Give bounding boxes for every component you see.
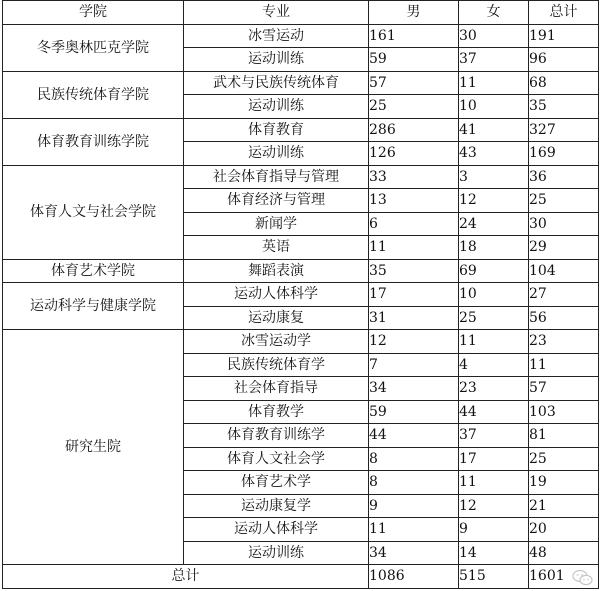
major-cell: 运动康复学 bbox=[184, 494, 369, 518]
enrollment-table bbox=[2, 0, 599, 589]
major-cell: 运动康复 bbox=[184, 306, 369, 330]
female-cell: 11 bbox=[459, 471, 529, 495]
header-college: 学院 bbox=[3, 1, 184, 25]
male-cell: 8 bbox=[369, 447, 459, 471]
male-cell: 59 bbox=[369, 400, 459, 424]
female-cell: 43 bbox=[459, 142, 529, 166]
total-cell: 25 bbox=[529, 447, 599, 471]
table-row bbox=[3, 24, 599, 48]
major-cell: 英语 bbox=[184, 236, 369, 260]
major-cell: 体育教育 bbox=[184, 118, 369, 142]
wechat-icon bbox=[572, 569, 594, 587]
female-cell: 12 bbox=[459, 494, 529, 518]
major-cell: 民族传统体育学 bbox=[184, 353, 369, 377]
female-cell: 44 bbox=[459, 400, 529, 424]
college-cell: 运动科学与健康学院 bbox=[3, 283, 184, 330]
male-cell: 25 bbox=[369, 95, 459, 119]
total-cell: 20 bbox=[529, 518, 599, 542]
major-cell: 运动人体科学 bbox=[184, 518, 369, 542]
college-cell: 研究生院 bbox=[3, 330, 184, 565]
female-cell: 3 bbox=[459, 165, 529, 189]
total-cell: 23 bbox=[529, 330, 599, 354]
header-total: 总计 bbox=[529, 1, 599, 25]
table-body bbox=[3, 24, 599, 565]
total-cell: 35 bbox=[529, 95, 599, 119]
college-cell: 体育教育训练学院 bbox=[3, 118, 184, 165]
total-cell: 29 bbox=[529, 236, 599, 260]
table-row bbox=[3, 283, 599, 307]
total-cell: 68 bbox=[529, 71, 599, 95]
college-cell: 冬季奥林匹克学院 bbox=[3, 24, 184, 71]
male-cell: 8 bbox=[369, 471, 459, 495]
header-female: 女 bbox=[459, 1, 529, 25]
total-cell: 25 bbox=[529, 189, 599, 213]
major-cell: 舞蹈表演 bbox=[184, 259, 369, 283]
male-cell: 17 bbox=[369, 283, 459, 307]
male-cell: 7 bbox=[369, 353, 459, 377]
male-cell: 9 bbox=[369, 494, 459, 518]
header-male: 男 bbox=[369, 1, 459, 25]
major-cell: 运动训练 bbox=[184, 48, 369, 72]
major-cell: 体育教育训练学 bbox=[184, 424, 369, 448]
male-cell: 31 bbox=[369, 306, 459, 330]
female-cell: 10 bbox=[459, 283, 529, 307]
total-cell: 48 bbox=[529, 541, 599, 565]
male-cell: 11 bbox=[369, 518, 459, 542]
total-cell: 96 bbox=[529, 48, 599, 72]
major-cell: 运动训练 bbox=[184, 142, 369, 166]
female-cell: 18 bbox=[459, 236, 529, 260]
male-cell: 59 bbox=[369, 48, 459, 72]
total-row bbox=[3, 565, 599, 589]
female-cell: 37 bbox=[459, 48, 529, 72]
total-cell: 104 bbox=[529, 259, 599, 283]
major-cell: 冰雪运动 bbox=[184, 24, 369, 48]
female-cell: 9 bbox=[459, 518, 529, 542]
total-cell: 27 bbox=[529, 283, 599, 307]
college-cell: 体育人文与社会学院 bbox=[3, 165, 184, 259]
major-cell: 新闻学 bbox=[184, 212, 369, 236]
total-all: 1601 bbox=[529, 565, 599, 589]
major-cell: 冰雪运动学 bbox=[184, 330, 369, 354]
total-cell: 11 bbox=[529, 353, 599, 377]
female-cell: 69 bbox=[459, 259, 529, 283]
total-label: 总计 bbox=[3, 565, 369, 589]
female-cell: 14 bbox=[459, 541, 529, 565]
total-cell: 19 bbox=[529, 471, 599, 495]
female-cell: 25 bbox=[459, 306, 529, 330]
table-row bbox=[3, 71, 599, 95]
table-row bbox=[3, 259, 599, 283]
total-male: 1086 bbox=[369, 565, 459, 589]
male-cell: 34 bbox=[369, 377, 459, 401]
female-cell: 11 bbox=[459, 71, 529, 95]
header-major: 专业 bbox=[184, 1, 369, 25]
major-cell: 体育人文社会学 bbox=[184, 447, 369, 471]
male-cell: 6 bbox=[369, 212, 459, 236]
female-cell: 10 bbox=[459, 95, 529, 119]
college-cell: 民族传统体育学院 bbox=[3, 71, 184, 118]
major-cell: 运动训练 bbox=[184, 541, 369, 565]
male-cell: 161 bbox=[369, 24, 459, 48]
total-cell: 36 bbox=[529, 165, 599, 189]
total-cell: 191 bbox=[529, 24, 599, 48]
male-cell: 286 bbox=[369, 118, 459, 142]
total-cell: 30 bbox=[529, 212, 599, 236]
major-cell: 社会体育指导 bbox=[184, 377, 369, 401]
major-cell: 体育艺术学 bbox=[184, 471, 369, 495]
table-row bbox=[3, 165, 599, 189]
total-cell: 327 bbox=[529, 118, 599, 142]
male-cell: 34 bbox=[369, 541, 459, 565]
header-row bbox=[3, 1, 599, 25]
male-cell: 13 bbox=[369, 189, 459, 213]
major-cell: 体育经济与管理 bbox=[184, 189, 369, 213]
major-cell: 运动人体科学 bbox=[184, 283, 369, 307]
total-cell: 57 bbox=[529, 377, 599, 401]
female-cell: 24 bbox=[459, 212, 529, 236]
major-cell: 体育教学 bbox=[184, 400, 369, 424]
college-cell: 体育艺术学院 bbox=[3, 259, 184, 283]
female-cell: 17 bbox=[459, 447, 529, 471]
female-cell: 12 bbox=[459, 189, 529, 213]
female-cell: 11 bbox=[459, 330, 529, 354]
major-cell: 社会体育指导与管理 bbox=[184, 165, 369, 189]
male-cell: 33 bbox=[369, 165, 459, 189]
male-cell: 57 bbox=[369, 71, 459, 95]
table-row bbox=[3, 118, 599, 142]
table-row bbox=[3, 330, 599, 354]
male-cell: 44 bbox=[369, 424, 459, 448]
total-female: 515 bbox=[459, 565, 529, 589]
male-cell: 11 bbox=[369, 236, 459, 260]
male-cell: 35 bbox=[369, 259, 459, 283]
female-cell: 37 bbox=[459, 424, 529, 448]
total-cell: 169 bbox=[529, 142, 599, 166]
female-cell: 23 bbox=[459, 377, 529, 401]
female-cell: 41 bbox=[459, 118, 529, 142]
male-cell: 12 bbox=[369, 330, 459, 354]
female-cell: 30 bbox=[459, 24, 529, 48]
major-cell: 运动训练 bbox=[184, 95, 369, 119]
male-cell: 126 bbox=[369, 142, 459, 166]
total-cell: 81 bbox=[529, 424, 599, 448]
major-cell: 武术与民族传统体育 bbox=[184, 71, 369, 95]
female-cell: 4 bbox=[459, 353, 529, 377]
total-cell: 21 bbox=[529, 494, 599, 518]
total-cell: 56 bbox=[529, 306, 599, 330]
total-cell: 103 bbox=[529, 400, 599, 424]
